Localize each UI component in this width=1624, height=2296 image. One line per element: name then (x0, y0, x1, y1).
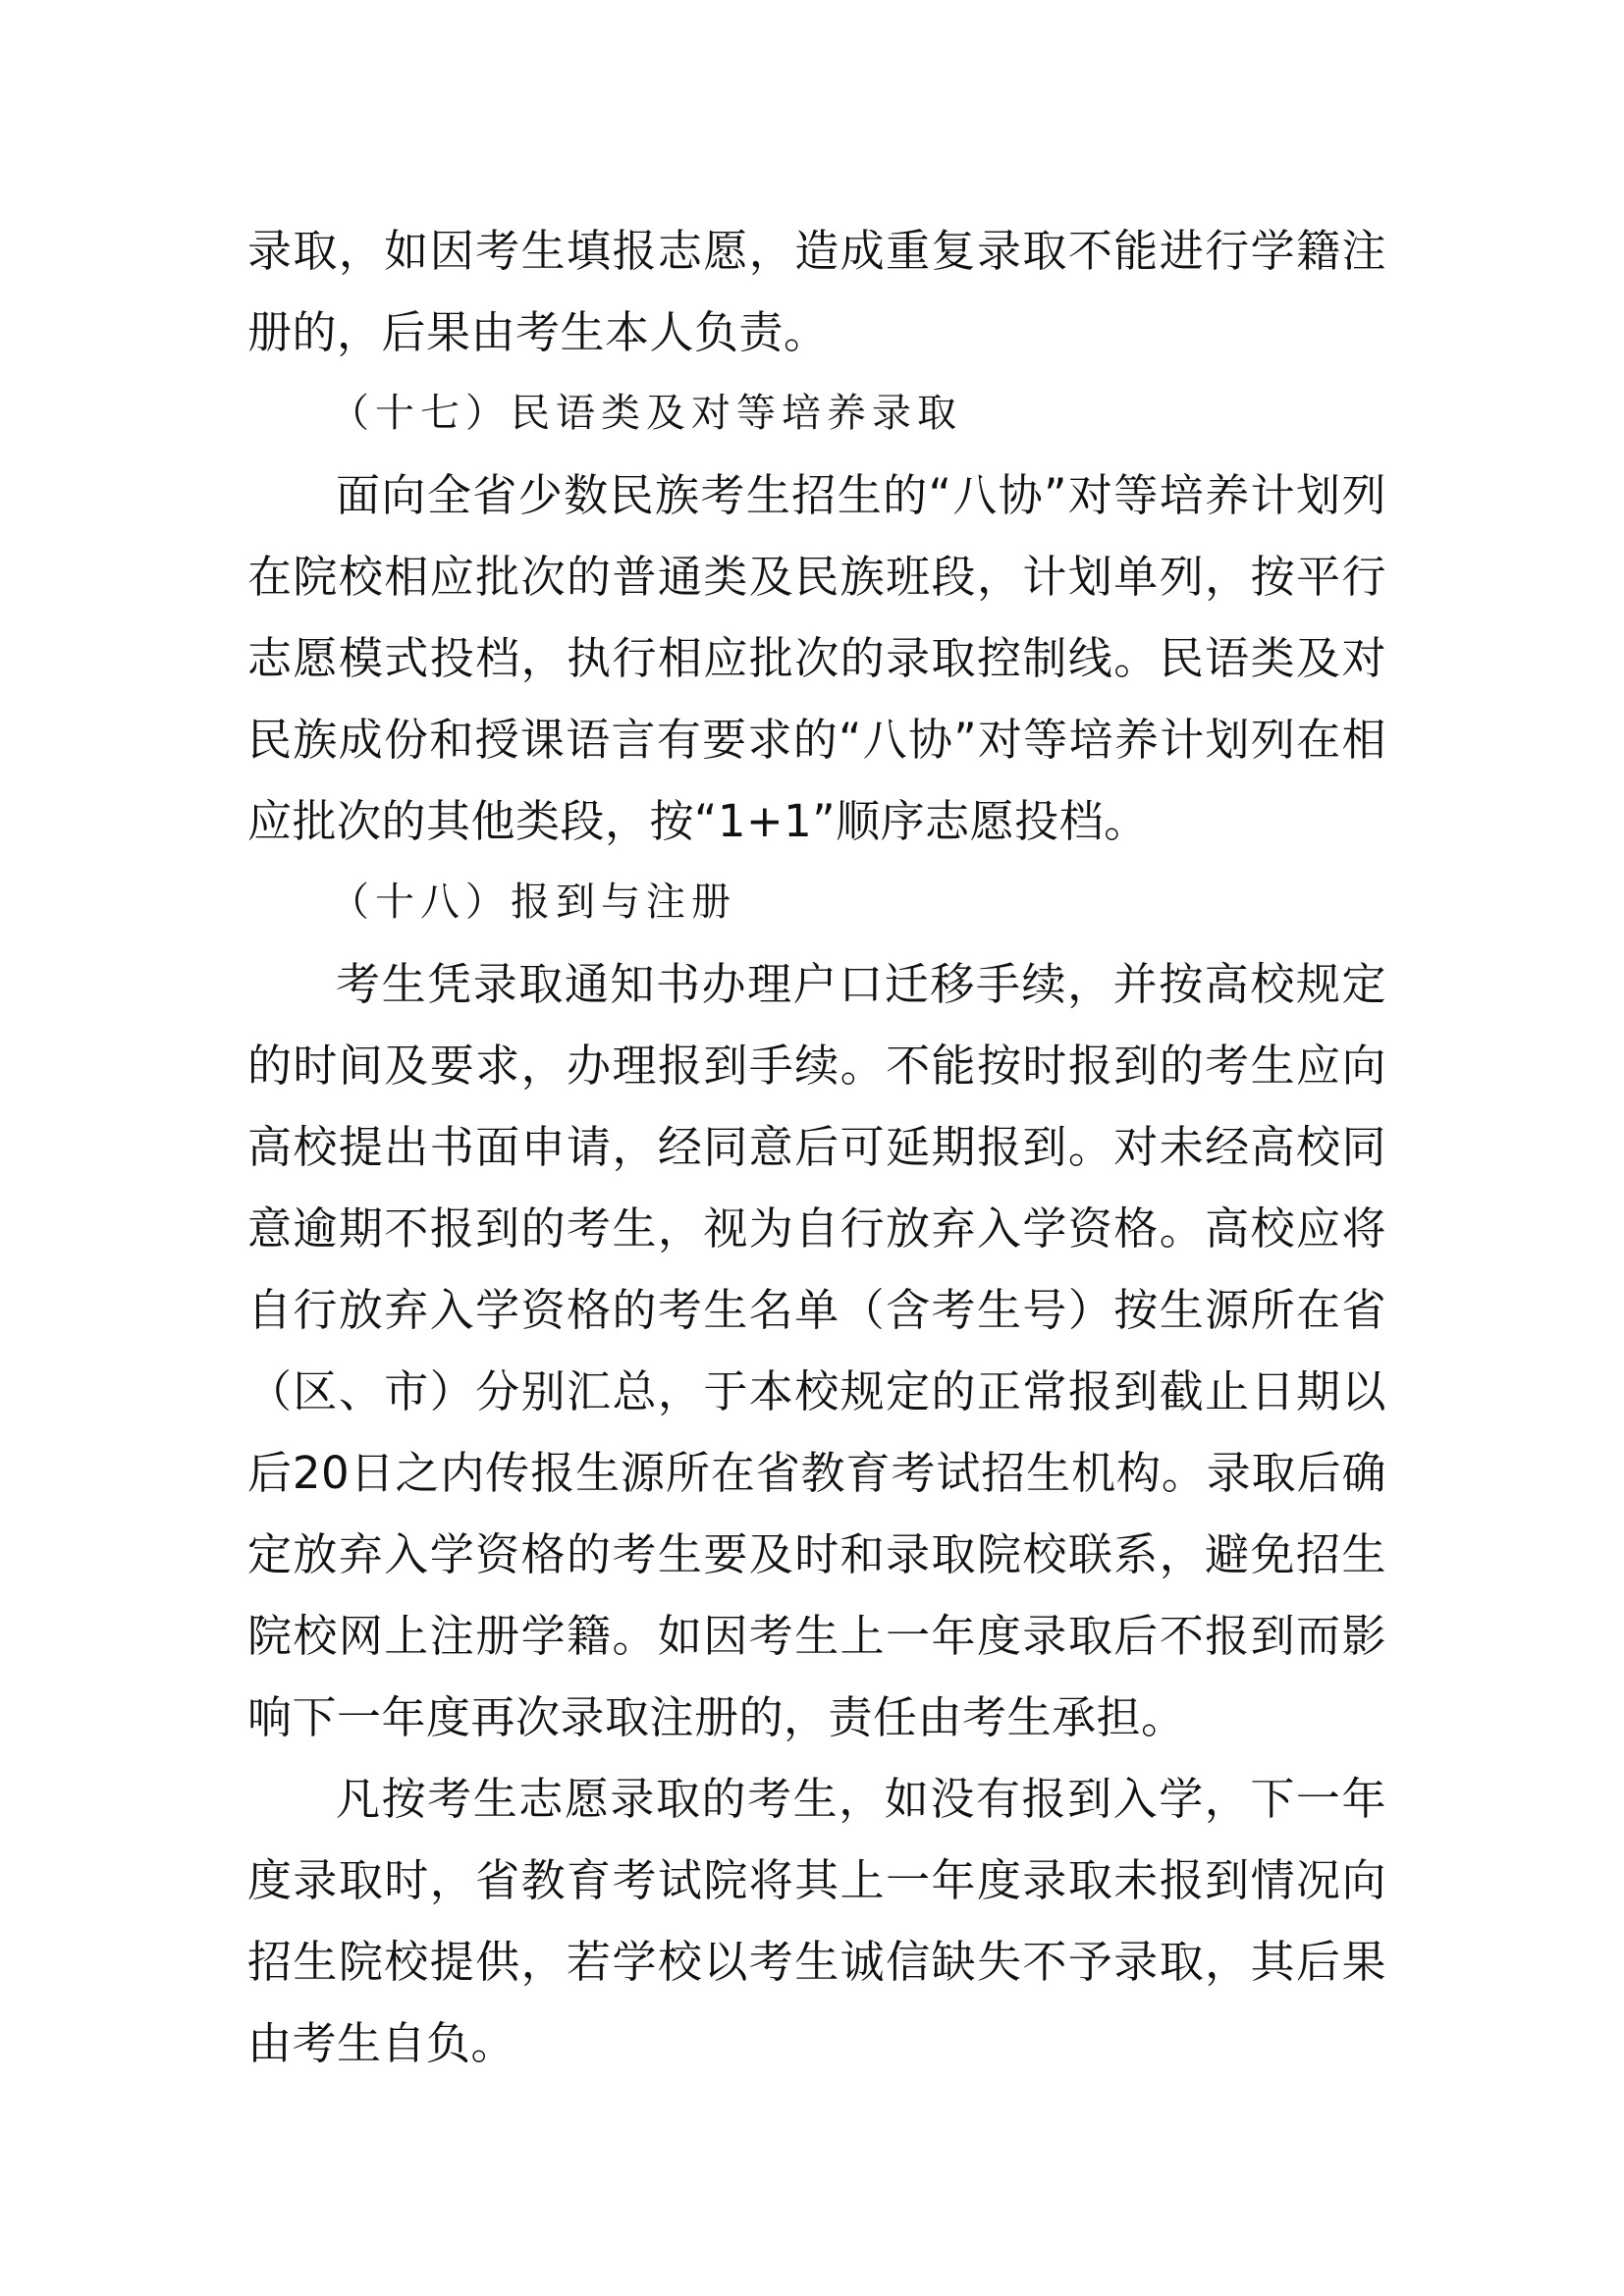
section-heading-17: （十七）民语类及对等培养录取 (330, 391, 962, 436)
section-heading-18: （十八）报到与注册 (330, 880, 736, 925)
paragraph-ethnic-admission: 面向全省少数民族考生招生的“八协”对等培养计划列在院校相应批次的普通类及民族班段，计划单列，按平行志愿模式投档，执行相应批次的录取控制线。民语类及对民族成份和授课语言有要求的“八协”对等培养计划列在相应批次的其他类段，按“1+1”顺序志愿投档。 (247, 469, 1386, 847)
document-body (247, 210, 1386, 2084)
paragraph-registration: 考生凭录取通知书办理户口迁移手续，并按高校规定的时间及要求，办理报到手续。不能按时报到的考生应向高校提出书面申请，经同意后可延期报到。对未经高校同意逾期不报到的考生，视为自行放弃入学资格。高校应将自行放弃入学资格的考生名单（含考生号）按生源所在省（区、市）分别汇总，于本校规定的正常报到截止日期以后20日之内传报生源所在省教育考试招生机构。录取后确定放弃入学资格的考生要及时和录取院校联系，避免招生院校网上注册学籍。如因考生上一年度录取后不报到而影响下一年度再次录取注册的，责任由考生承担。 (247, 958, 1386, 1743)
paragraph-continuation: 录取，如因考生填报志愿，造成重复录取不能进行学籍注册的，后果由考生本人负责。 (247, 225, 1386, 358)
paragraph-no-show-consequence: 凡按考生志愿录取的考生，如没有报到入学，下一年度录取时，省教育考试院将其上一年度录取未报到情况向招生院校提供，若学校以考生诚信缺失不予录取，其后果由考生自负。 (247, 1773, 1386, 2069)
